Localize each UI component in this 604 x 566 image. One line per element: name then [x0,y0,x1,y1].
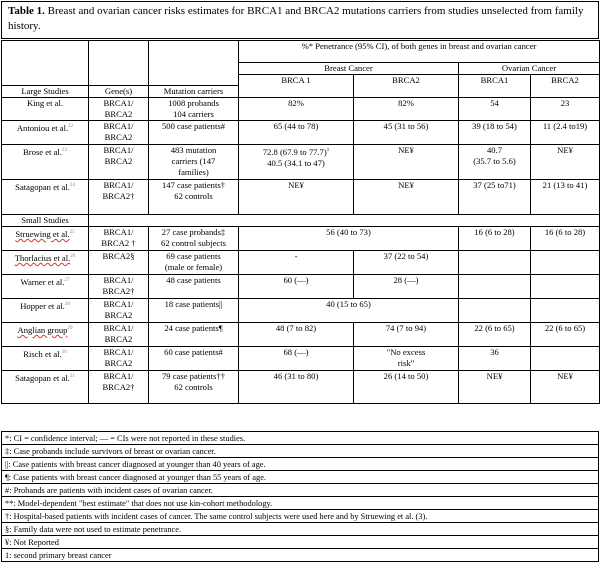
table-row [2,251,600,275]
footnote-row [2,432,599,445]
reference-sup: 28 [64,302,70,307]
ovarian-cancer-header: Ovarian Cancer [459,63,600,75]
carriers-cell: 24 case patients¶ [149,323,239,347]
gene-cell: BRCA1/ [103,275,134,285]
table-row [2,98,600,121]
carriers-cell: (male or female) [164,262,223,272]
gene-cell: BRCA1/ [103,371,134,381]
table-row [2,121,600,145]
footnote-row [2,445,599,458]
reference-sup: 25 [69,230,75,235]
reference-sup: 23 [61,148,67,153]
footnote: ¥: Not Reported [2,536,599,549]
section-row [2,215,600,227]
value-cell: 56 (40 to 73) [239,227,459,251]
reference-sup: 27 [64,278,70,283]
gene-cell: BRCA2§ [89,251,149,275]
gene-cell: BRCA2 [104,109,133,119]
value-cell: 45 (31 to 56) [354,121,459,145]
value-cell: 46 (31 to 80) [239,371,354,404]
carriers-cell: 79 case patients†† [161,371,225,381]
carriers-cell: 62 controls [174,191,213,201]
value-cell: NE¥ [239,180,354,215]
gene-cell: BRCA2† [102,382,135,392]
gene-cell: BRCA1/ [103,180,134,190]
small-studies-label: Small Studies [2,215,89,227]
footnote-row [2,497,599,510]
study-name: Antoniou et al. [16,122,69,133]
value-cell: 22 (6 to 65) [531,323,600,347]
carriers-cell: 18 case patients|| [149,299,239,323]
gene-cell: BRCA2 [104,334,133,344]
footnote: ‡: Case probands include survivors of breast or ovarian cancer. [2,445,599,458]
footnote-row [2,536,599,549]
gene-cell: BRCA1/ [103,121,134,131]
value-cell: 26 (14 to 50) [354,371,459,404]
value-cell: - [239,251,354,275]
carriers-cell: 62 control subjects [161,238,226,248]
value-cell: 21 (13 to 41) [531,180,600,215]
caption-text: Breast and ovarian cancer risks estimates for BRCA1 and BRCA2 mutations carriers from studies unselected from family history. [8,5,584,32]
header-row-1 [2,41,600,63]
gene-cell: BRCA1/ [103,227,134,237]
footnote-row [2,471,599,484]
value-cell: 16 (6 to 28) [459,227,531,251]
col-brca1-breast: BRCA 1 [239,75,354,98]
value-cell: 16 (6 to 28) [531,227,600,251]
carriers-cell: 1008 probands [168,98,219,108]
value-cell: 40 (15 to 65) [239,299,459,323]
value-cell: NE¥ [459,371,531,404]
reference-sup: 30 [61,350,67,355]
footnote-row [2,458,599,471]
table-row [2,347,600,371]
gene-cell: BRCA2 † [101,238,136,248]
study-name: Satagopan et al. [15,372,70,383]
col-brca2-ovarian: BRCA2 [531,75,600,98]
value-cell: NE¥ [354,180,459,215]
gene-cell: BRCA1/ [103,98,134,108]
value-cell: 11 (2.4 to19) [531,121,600,145]
carriers-cell: families) [178,167,209,177]
footnote-row [2,484,599,497]
gene-cell: BRCA1/ [103,145,134,155]
study-name: Risch et al. [23,348,62,359]
study-name: Brose et al. [23,146,62,157]
carriers-cell: 62 controls [174,382,213,392]
footnote: †: Hospital-based patients with incident cases of cancer. The same control subjects were used here and by Struewing et al. (3). [2,510,599,523]
value-cell: 37 (25 to71) [459,180,531,215]
gene-cell: BRCA2 [104,132,133,142]
study-name: King et al. [26,98,64,108]
value-cell: 22 (6 to 65) [459,323,531,347]
gene-cell: BRCA2† [102,286,135,296]
carriers-cell: 60 case patients# [149,347,239,371]
carriers-cell: 69 case patients [166,251,221,261]
carriers-header: Mutation carriers [149,86,239,98]
value-cell: 48 (7 to 82) [239,323,354,347]
value-cell: 65 (44 to 78) [239,121,354,145]
breast-cancer-header: Breast Cancer [239,63,459,75]
reference-sup: 26 [70,254,76,259]
col-brca2-breast: BRCA2 [354,75,459,98]
value-cell: 37 (22 to 54) [354,251,459,275]
gene-cell: BRCA2† [102,191,135,201]
carriers-cell: carriers (147 [171,156,216,166]
reference-sup: 31 [69,374,75,379]
value-cell: 82% [354,98,459,121]
col-brca1-ovarian: BRCA1 [459,75,531,98]
footnote: *: CI = confidence interval; — = CIs were not reported in these studies. [2,432,599,445]
value-cell: NE¥ [531,371,600,404]
value-cell: 54 [459,98,531,121]
table-row [2,227,600,251]
value-cell: NE¥ [354,145,459,180]
footnote-row [2,549,599,562]
gene-cell: BRCA1/ [103,299,134,309]
value-cell: 68 (—) [239,347,354,371]
carriers-cell: 104 carriers [173,109,214,119]
study-name: Anglian group [17,324,68,335]
gene-cell: BRCA1/ [103,347,134,357]
study-name: Satagopan et al. [15,181,70,192]
carriers-cell: 48 case patients [149,275,239,299]
risk-table [1,40,600,404]
genes-header: Gene(s) [89,86,149,98]
table-row [2,145,600,180]
value-cell: "No excess [386,347,426,357]
value-cell: 72.8 (67.9 to 77.7) [262,146,327,157]
footnote-sup: 1 [326,148,330,153]
table-row [2,180,600,215]
table-caption [1,1,599,39]
table-row [2,371,600,404]
reference-sup: 29 [67,326,73,331]
footnote: **: Model-dependent "best estimate" that does not use kin-cohort methodology. [2,497,599,510]
value-cell: 36 [459,347,531,371]
footnote-row [2,510,599,523]
reference-sup: 24 [69,183,75,188]
footnote-row [2,523,599,536]
study-name: Hopper et al. [20,300,65,311]
study-name: Thorlacius et al. [14,252,71,263]
table-row [2,323,600,347]
value-cell: risk" [397,358,415,368]
penetrance-header: %* Penetrance (95% CI), of both genes in breast and ovarian cancer [239,41,600,63]
table-row [2,275,600,299]
gene-cell: BRCA2 [104,156,133,166]
footnote: ¶: Case patients with breast cancer diagnosed at younger than 55 years of age. [2,471,599,484]
study-name: Struewing et al. [15,228,70,239]
footnotes-table [1,431,599,562]
table-row [2,299,600,323]
study-name: Warner et al. [20,276,65,287]
caption-label: Table 1. [8,5,45,17]
carriers-cell: 483 mutation [170,145,217,155]
footnote: ||: Case patients with breast cancer diagnosed at younger than 40 years of age. [2,458,599,471]
value-cell: NE¥ [531,145,600,180]
large-studies-label: Large Studies [2,86,89,98]
footnote: #: Probands are patients with incident cases of ovarian cancer. [2,484,599,497]
gene-cell: BRCA2 [104,310,133,320]
value-cell: 40.5 (34.1 to 47) [267,157,325,168]
gene-cell: BRCA2 [104,358,133,368]
value-cell: 74 (7 to 94) [354,323,459,347]
value-cell: 40.7 [486,145,503,155]
carriers-cell: 27 case probands‡ [161,227,226,237]
value-cell: 82% [239,98,354,121]
value-cell: 60 (—) [239,275,354,299]
value-cell: 39 (18 to 54) [459,121,531,145]
footnote: §: Family data were not used to estimate penetrance. [2,523,599,536]
value-cell: 28 (—) [354,275,459,299]
carriers-cell: 500 case patients# [149,121,239,145]
reference-sup: 22 [68,124,74,129]
carriers-cell: 147 case patients† [161,180,225,190]
gene-cell: BRCA1/ [103,323,134,333]
value-cell: (35.7 to 5.6) [473,156,516,166]
value-cell: 23 [531,98,600,121]
footnote: 1: second primary breast cancer [2,549,599,562]
